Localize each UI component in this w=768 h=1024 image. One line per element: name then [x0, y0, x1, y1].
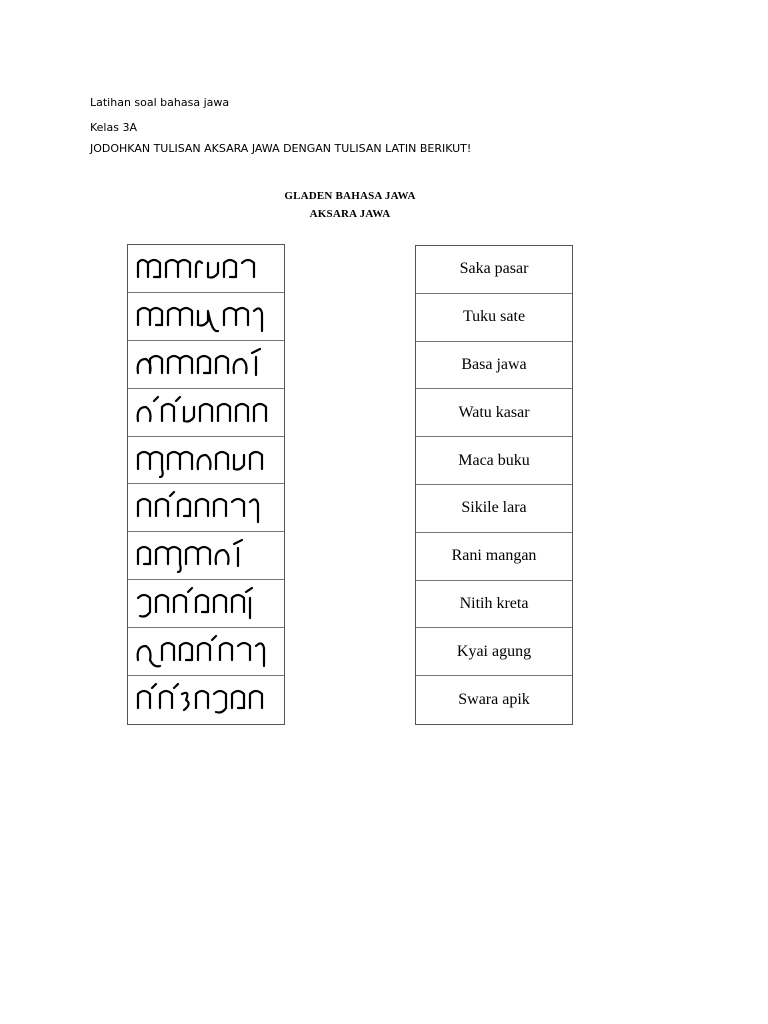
- javanese-script-8: [132, 584, 280, 624]
- aksara-cell: [128, 245, 284, 293]
- javanese-script-10: [132, 680, 280, 720]
- javanese-script-5: [132, 441, 280, 481]
- javanese-script-2: [132, 297, 280, 337]
- page-title: GLADEN BAHASA JAWA: [284, 190, 416, 202]
- javanese-script-7: [132, 536, 280, 576]
- class-label: Kelas 3A: [90, 121, 137, 134]
- aksara-column: [127, 244, 285, 725]
- page-subtitle: AKSARA JAWA: [309, 208, 391, 220]
- latin-cell: Basa jawa: [416, 342, 572, 390]
- aksara-cell: [128, 628, 284, 676]
- latin-cell: Swara apik: [458, 691, 530, 709]
- latin-column: [415, 245, 573, 725]
- aksara-cell: [128, 676, 284, 724]
- aksara-cell: [128, 484, 284, 532]
- latin-cell: Saka pasar: [416, 246, 572, 294]
- aksara-cell: [128, 341, 284, 389]
- latin-cell: Nitih kreta: [416, 581, 572, 629]
- aksara-cell: [128, 580, 284, 628]
- latin-cell: Tuku sate: [416, 294, 572, 342]
- latin-cell: Sikile lara: [416, 485, 572, 533]
- worksheet-heading: Latihan soal bahasa jawa: [90, 96, 230, 109]
- latin-cell: Kyai agung: [416, 628, 572, 676]
- aksara-cell: [128, 437, 284, 485]
- javanese-script-3: [132, 345, 280, 385]
- instruction-text: JODOHKAN TULISAN AKSARA JAWA DENGAN TULISAN LATIN BERIKUT!: [90, 142, 472, 155]
- aksara-cell: [128, 532, 284, 580]
- latin-cell: Rani mangan: [416, 533, 572, 581]
- javanese-script-9: [132, 632, 280, 672]
- latin-cell: Maca buku: [416, 437, 572, 485]
- javanese-script-4: [132, 393, 280, 433]
- aksara-cell: [128, 293, 284, 341]
- latin-cell: Watu kasar: [416, 389, 572, 437]
- javanese-script-1: [132, 249, 280, 289]
- javanese-script-6: [132, 488, 280, 528]
- aksara-cell: [128, 389, 284, 437]
